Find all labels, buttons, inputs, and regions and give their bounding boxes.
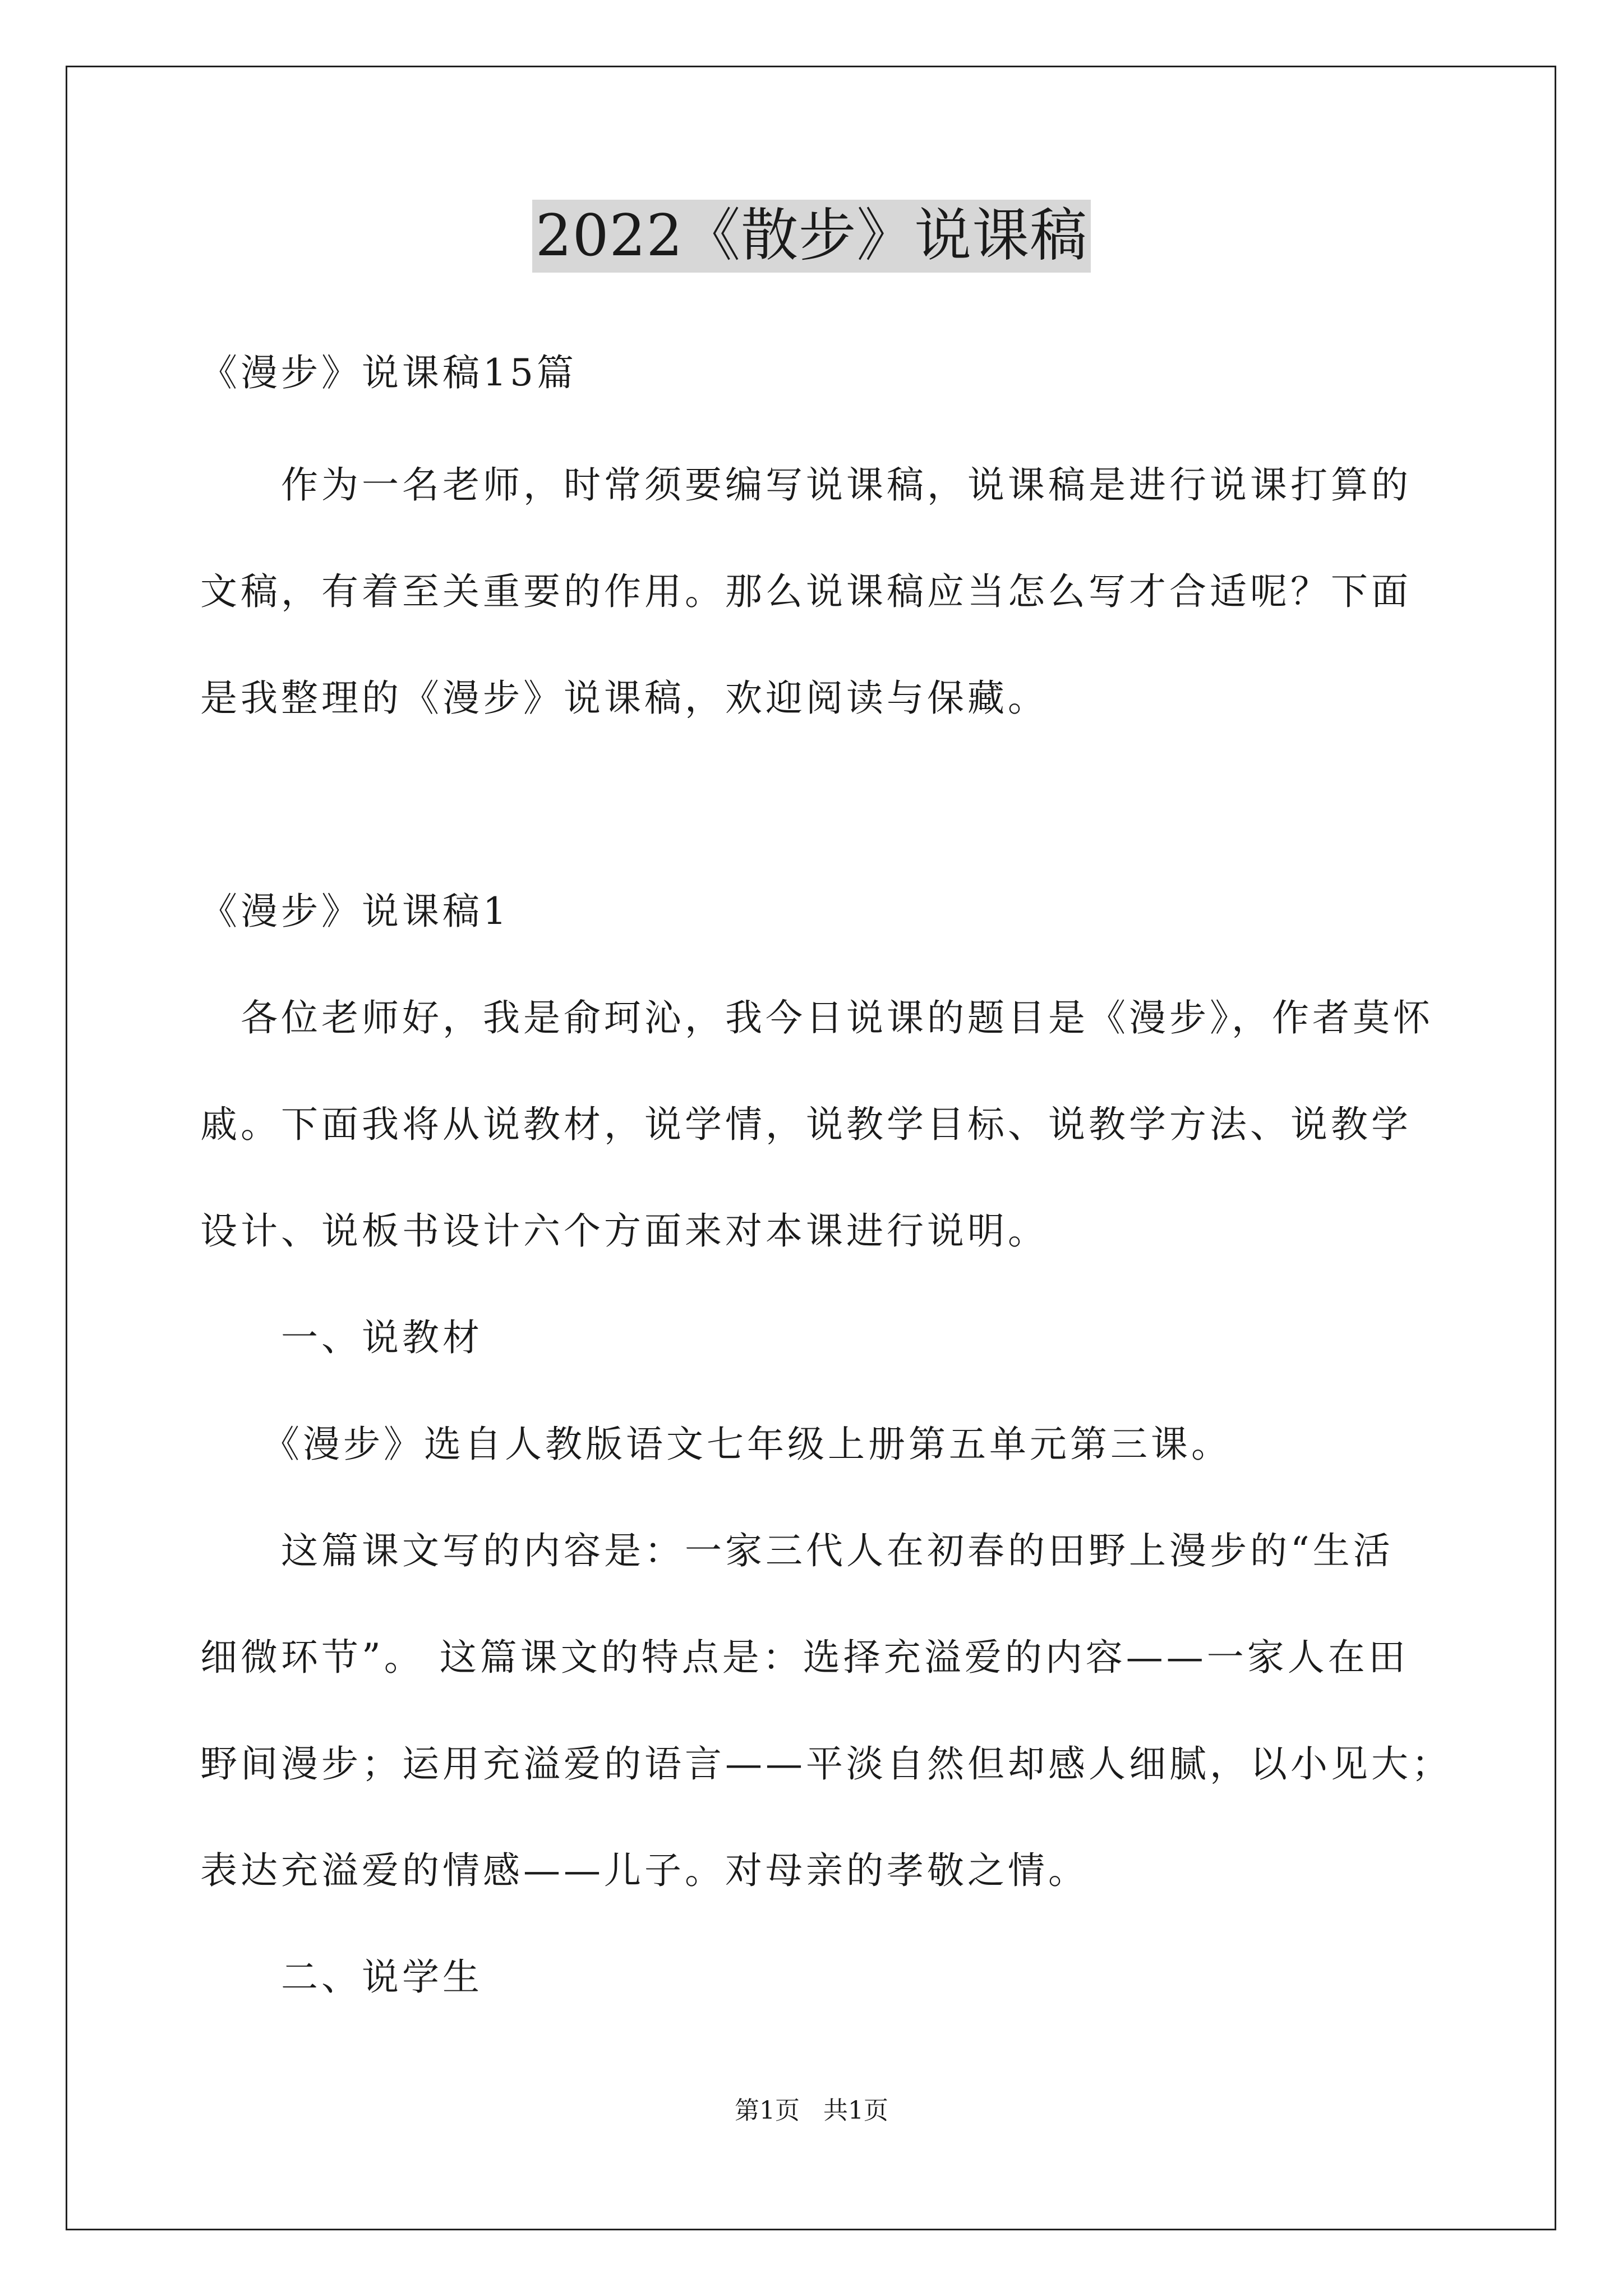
title-container — [0, 200, 1623, 273]
paragraph-line: 作为一名老师，时常须要编写说课稿，说课稿是进行说课打算的 — [200, 463, 1412, 507]
paragraph-line: 这篇课文写的内容是：一家三代人在初春的田野上漫步的“生活 — [200, 1529, 1394, 1572]
subsection-heading: 一、说教材 — [200, 1316, 483, 1359]
paragraph-line: 各位老师好，我是俞珂沁，我今日说课的题目是《漫步》，作者莫怀 — [200, 996, 1433, 1039]
paragraph-line: 《漫步》选自人教版语文七年级上册第五单元第三课。 — [200, 1423, 1232, 1466]
document-title: 2022《散步》说课稿 — [532, 200, 1091, 273]
paragraph-line: 细微环节”。 这篇课文的特点是：选择充溢爱的内容——一家人在田 — [200, 1636, 1409, 1679]
page-footer — [0, 2095, 1623, 2127]
paragraph-line: 表达充溢爱的情感——儿子。对母亲的孝敬之情。 — [200, 1849, 1089, 1892]
paragraph-line: 设计、说板书设计六个方面来对本课进行说明。 — [200, 1209, 1048, 1253]
subtitle-line: 《漫步》说课稿15篇 — [200, 351, 577, 394]
paragraph-line: 野间漫步；运用充溢爱的语言——平淡自然但却感人细腻，以小见大； — [200, 1742, 1452, 1786]
page-number-current: 第1页 — [735, 2096, 800, 2125]
page-number-total: 共1页 — [823, 2096, 888, 2125]
section-heading: 《漫步》说课稿1 — [200, 890, 510, 933]
paragraph-line: 是我整理的《漫步》说课稿，欢迎阅读与保藏。 — [200, 677, 1048, 720]
paragraph-line: 戚。下面我将从说教材，说学情，说教学目标、说教学方法、说教学 — [200, 1103, 1412, 1146]
subsection-heading: 二、说学生 — [200, 1955, 483, 1999]
paragraph-line: 文稿，有着至关重要的作用。那么说课稿应当怎么写才合适呢？下面 — [200, 570, 1412, 613]
